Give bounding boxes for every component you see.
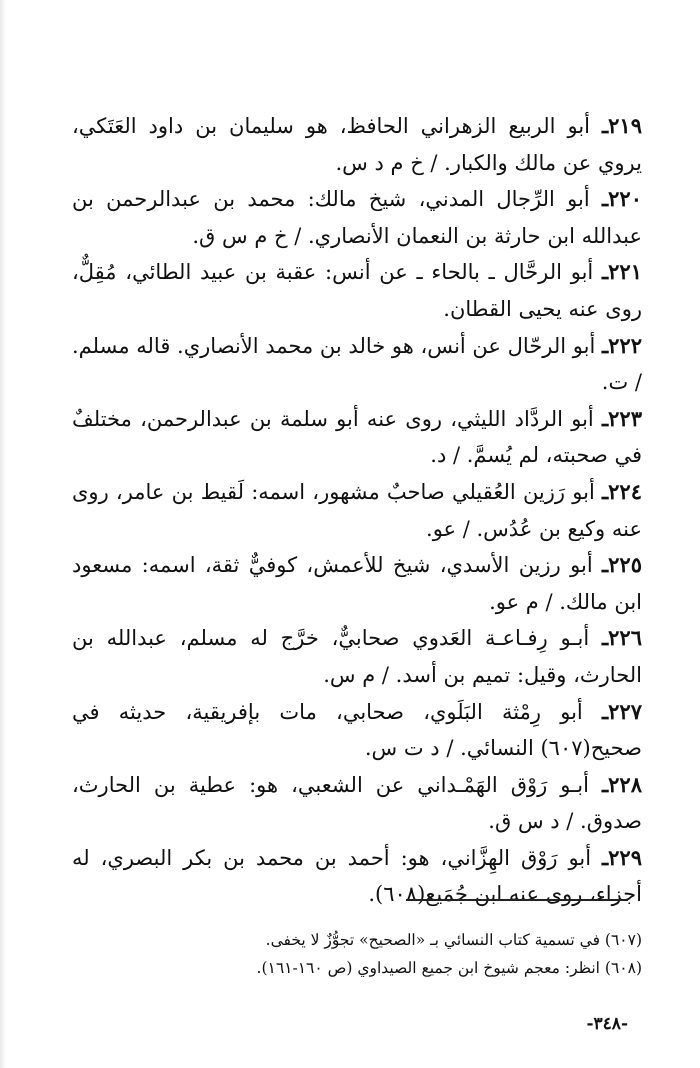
footnotes bbox=[72, 926, 642, 982]
page-edge-shadow bbox=[0, 0, 6, 1068]
footnote-608: (٦٠٨) انظر: معجم شيوخ ابن جميع الصيداوي (ص ١٦٠-١٦١). bbox=[256, 959, 642, 977]
entry-number: ٢٢٩ـ bbox=[602, 844, 642, 870]
entry-number: ٢٢١ـ bbox=[602, 259, 642, 285]
entry-number: ٢٢٣ـ bbox=[602, 405, 642, 431]
entry-text: أبو رَزين العُقيلي صاحبٌ مشهور، اسمه: لَقيط بن عامر، روى عنه وكيع بن عُدُس. / عو. bbox=[72, 479, 642, 541]
entry-229 bbox=[72, 840, 642, 913]
entry-number: ٢٢٥ـ bbox=[602, 552, 642, 578]
entry-number: ٢٢٦ـ bbox=[602, 625, 642, 651]
page-number: -٣٤٨- bbox=[586, 1014, 628, 1034]
entry-221 bbox=[72, 254, 642, 327]
entry-text: أبو الرِّجال المدني، شيخ مالك: محمد بن عبدالرحمن بن عبدالله ابن حارثة بن النعمان الأنصاري. / خ م س ق. bbox=[72, 187, 642, 248]
entry-number: ٢٢٤ـ bbox=[602, 478, 642, 504]
entry-number: ٢٢٢ـ bbox=[602, 332, 642, 358]
entry-text: أبو الرحّال عن أنس، هو خالد بن محمد الأنصاري. قاله مسلم. / ت. bbox=[72, 333, 642, 395]
entry-number: ٢٢٠ـ bbox=[602, 186, 642, 212]
entries-list bbox=[72, 108, 642, 913]
entry-224 bbox=[72, 474, 642, 547]
entry-222 bbox=[72, 328, 642, 401]
entry-220 bbox=[72, 181, 642, 254]
entry-219 bbox=[72, 108, 642, 181]
entry-number: ٢١٩ـ bbox=[602, 113, 642, 138]
footnote-607: (٦٠٧) في تسمية كتاب النسائي بـ «الصحيح» تجوُّزٌ لا يخفى. bbox=[265, 931, 642, 949]
entry-text: أبو الردَّاد الليثي، روى عنه أبو سلمة بن عبدالرحمن، مختلفٌ في صحبته، لم يُسمَّ. / د. bbox=[72, 406, 642, 468]
entry-text: أبو رِمْثة البَلَوي، صحابي، مات بإفريقية، حديثه في صحيح(٦٠٧) النسائي. / د ت س. bbox=[72, 699, 642, 761]
entry-text: أبـو رِفـاعـة العَدوي صحابيٌّ، خرَّج له مسلم، عبدالله بن الحارث، وقيل: تميم بن أسد. / م س. bbox=[72, 626, 642, 687]
entry-228 bbox=[72, 767, 642, 840]
entry-223 bbox=[72, 401, 642, 474]
entry-text: أبو الرحَّال ـ بالحاء ـ عن أنس: عقبة بن عبيد الطائي، مُقِلٌّ، روى عنه يحيى القطان. bbox=[72, 260, 642, 321]
entry-text: أبو الربيع الزهراني الحافظ، هو سليمان بن داود العَتَكي، يروي عن مالك والكبار. / خ م د س. bbox=[72, 114, 642, 175]
entry-226 bbox=[72, 620, 642, 693]
entry-text: أبـو رَوْق الهَمْـداني عن الشعبي، هو: عطية بن الحارث، صدوق. / د س ق. bbox=[72, 772, 642, 834]
entry-text: أبو رَوْق الهِزَّاني، هو: أحمد بن محمد بن بكر البصري، له أجزاء، روى عنه ابن جُمَيع(٦٠٨). bbox=[72, 845, 642, 907]
footnote-divider bbox=[406, 899, 628, 901]
entry-number: ٢٢٧ـ bbox=[602, 698, 642, 724]
entry-227 bbox=[72, 694, 642, 767]
entry-225 bbox=[72, 547, 642, 620]
entry-number: ٢٢٨ـ bbox=[602, 771, 642, 797]
entry-text: أبو رزين الأسدي، شيخ للأعمش، كوفيٌّ ثقة، اسمه: مسعود ابن مالك. / م عو. bbox=[72, 553, 642, 614]
